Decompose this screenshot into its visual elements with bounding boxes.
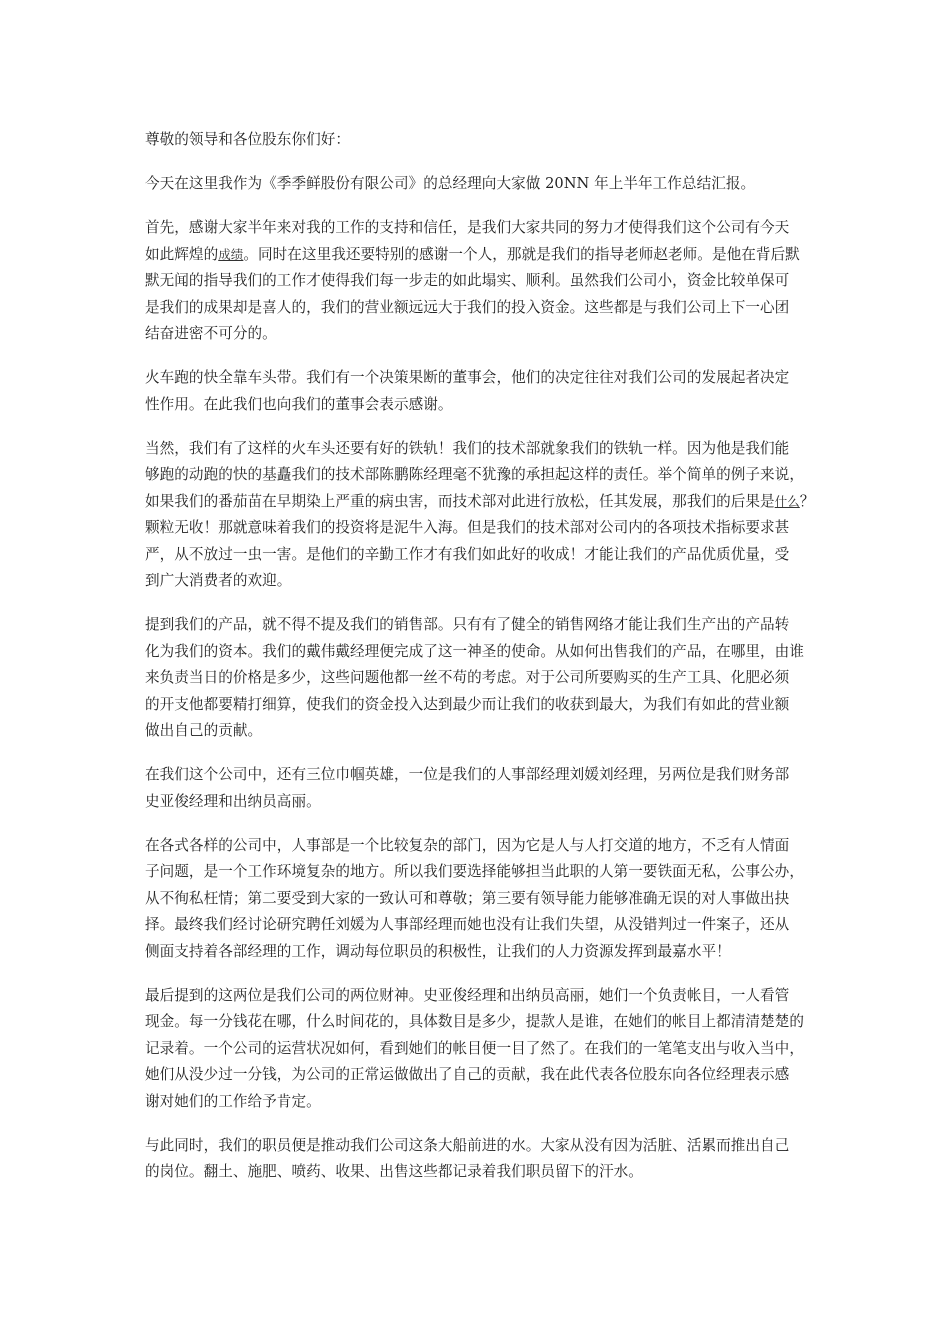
- text-line: [145, 1009, 825, 1036]
- text-line: [145, 295, 825, 322]
- text-segment: 与此同时，我们的职员便是推动我们公司这条大船前进的水。大家从没有因为活脏、活累而推出自己: [145, 1136, 790, 1154]
- text-segment: 提到我们的产品，就不得不提及我们的销售部。只有有了健全的销售网络才能让我们生产出的产品转: [145, 616, 790, 633]
- hyperlink[interactable]: 什么: [774, 493, 800, 509]
- text-segment: 火车跑的快全靠车头带。我们有一个决策果断的董事会，他们的决定往往对我们公司的发展起者决定: [145, 369, 790, 386]
- text-segment: 当然，我们有了这样的火车头还要有好的铁轨！我们的技术部就象我们的铁轨一样。因为他是我们能: [145, 439, 790, 457]
- paragraph: [145, 365, 825, 418]
- text-segment: 如此辉煌的: [145, 245, 219, 263]
- text-segment: 够跑的动跑的快的基矗我们的技术部陈鹏陈经理毫不犹豫的承担起这样的责任。举个简单的例子来说，: [145, 466, 804, 483]
- text-segment: 。同时在这里我还要特别的感谢一个人，那就是我们的指导老师赵老师。是他在背后默: [243, 245, 800, 263]
- text-line: [145, 1062, 825, 1089]
- text-line: [145, 127, 825, 154]
- text-segment: 结奋进密不可分的。: [145, 325, 277, 342]
- text-segment: 到广大消费者的欢迎。: [145, 572, 292, 589]
- text-line: [145, 983, 825, 1010]
- text-line: [145, 392, 825, 419]
- text-segment: 来负责当日的价格是多少，这些问题他都一丝不苟的考虑。对于公司所要购买的生产工具、化肥必须: [145, 669, 790, 686]
- text-line: [145, 215, 825, 242]
- text-line: [145, 718, 825, 745]
- text-line: [145, 939, 825, 966]
- text-line: [145, 762, 825, 789]
- text-line: [145, 489, 825, 516]
- text-line: [145, 692, 825, 719]
- text-line: [145, 365, 825, 392]
- text-segment: 首先，感谢大家半年来对我的工作的支持和信任，是我们大家共同的努力才使得我们这个公司有今天: [145, 219, 790, 236]
- text-line: [145, 1133, 825, 1160]
- text-line: [145, 612, 825, 639]
- text-segment: 的开支他都要精打细算，使我们的资金投入达到最少而让我们的收获到最大，为我们有如此的营业额: [145, 695, 790, 713]
- text-segment: 做出自己的贡献。: [145, 722, 263, 739]
- text-line: [145, 515, 825, 542]
- text-segment: 性作用。在此我们也向我们的董事会表示感谢。: [145, 395, 453, 413]
- paragraph: [145, 983, 825, 1116]
- paragraph: [145, 1133, 825, 1186]
- text-line: [145, 542, 825, 569]
- text-line: [145, 912, 825, 939]
- text-line: [145, 568, 825, 595]
- document-body: [145, 127, 825, 1203]
- paragraph: [145, 762, 825, 815]
- hyperlink[interactable]: 成绩: [218, 246, 244, 262]
- text-line: [145, 1159, 825, 1186]
- text-line: [145, 436, 825, 463]
- text-segment: 史亚俊经理和出纳员高丽。: [145, 792, 321, 810]
- paragraph: [145, 215, 825, 348]
- text-segment: 侧面支持着各部经理的工作，调动每位职员的积极性，让我们的人力资源发挥到最嘉水平！: [145, 942, 731, 960]
- text-segment: 如果我们的番茄苗在早期染上严重的病虫害，而技术部对此进行放松，任其发展，那我们的后果是: [145, 492, 775, 510]
- text-segment: 在我们这个公司中，还有三位巾帼英雄，一位是我们的人事部经理刘媛刘经理，另两位是我们财务部: [145, 766, 790, 783]
- text-line: [145, 1036, 825, 1063]
- text-line: [145, 886, 825, 913]
- text-line: [145, 242, 825, 269]
- paragraph: [145, 612, 825, 745]
- text-line: [145, 789, 825, 816]
- text-segment: 的岗位。翻土、施肥、喷药、收果、出售这些都记录着我们职员留下的汗水。: [145, 1163, 643, 1180]
- text-segment: 最后提到的这两位是我们公司的两位财神。史亚俊经理和出纳员高丽，她们一个负责帐目，一人看管: [145, 986, 790, 1004]
- text-line: [145, 833, 825, 860]
- text-segment: 记录着。一个公司的运营状况如何，看到她们的帐目便一目了然了。在我们的一笔笔支出与收入当中，: [145, 1039, 804, 1057]
- text-segment: 从不徇私枉情；第二要受到大家的一致认可和尊敬；第三要有领导能力能够准确无误的对人事做出抉: [145, 889, 790, 907]
- paragraph: [145, 171, 825, 198]
- text-segment: 今天在这里我作为《季季鲜股份有限公司》的总经理向大家做 20NN 年上半年工作总结汇报。: [145, 175, 756, 192]
- text-line: [145, 859, 825, 886]
- text-segment: 她们从没少过一分钱，为公司的正常运做做出了自己的贡献，我在此代表各位股东向各位经理表示感: [145, 1066, 790, 1083]
- paragraph: [145, 127, 825, 154]
- paragraph: [145, 833, 825, 966]
- text-line: [145, 639, 825, 666]
- text-line: [145, 268, 825, 295]
- text-segment: 严，从不放过一虫一害。是他们的辛勤工作才有我们如此好的收成！才能让我们的产品优质优量，受: [145, 545, 790, 563]
- text-line: [145, 321, 825, 348]
- text-line: [145, 171, 825, 198]
- text-segment: 颗粒无收！那就意味着我们的投资将是泥牛入海。但是我们的技术部对公司内的各项技术指标要求甚: [145, 519, 790, 536]
- text-segment: 尊敬的领导和各位股东你们好：: [145, 131, 351, 148]
- text-segment: 化为我们的资本。我们的戴伟戴经理便完成了这一神圣的使命。从如何出售我们的产品，在哪里，由谁: [145, 642, 804, 660]
- paragraph: [145, 436, 825, 595]
- text-segment: ？: [799, 492, 815, 510]
- text-segment: 是我们的成果却是喜人的，我们的营业额远远大于我们的投入资金。这些都是与我们公司上下一心团: [145, 298, 790, 316]
- text-segment: 在各式各样的公司中，人事部是一个比较复杂的部门，因为它是人与人打交道的地方，不乏有人情面: [145, 836, 790, 854]
- text-segment: 择。最终我们经讨论研究聘任刘媛为人事部经理而她也没有让我们失望，从没错判过一件案子，还从: [145, 916, 790, 933]
- text-line: [145, 462, 825, 489]
- text-segment: 默无闻的指导我们的工作才使得我们每一步走的如此塌实、顺利。虽然我们公司小，资金比较单保可: [145, 272, 790, 289]
- text-segment: 谢对她们的工作给予肯定。: [145, 1092, 321, 1110]
- text-segment: 现金。每一分钱花在哪，什么时间花的，具体数目是多少，提款人是谁，在她们的帐目上都清清楚楚的: [145, 1013, 804, 1030]
- text-line: [145, 1089, 825, 1116]
- text-line: [145, 665, 825, 692]
- text-segment: 子问题，是一个工作环境复杂的地方。所以我们要选择能够担当此职的人第一要铁面无私，公事公办，: [145, 863, 804, 880]
